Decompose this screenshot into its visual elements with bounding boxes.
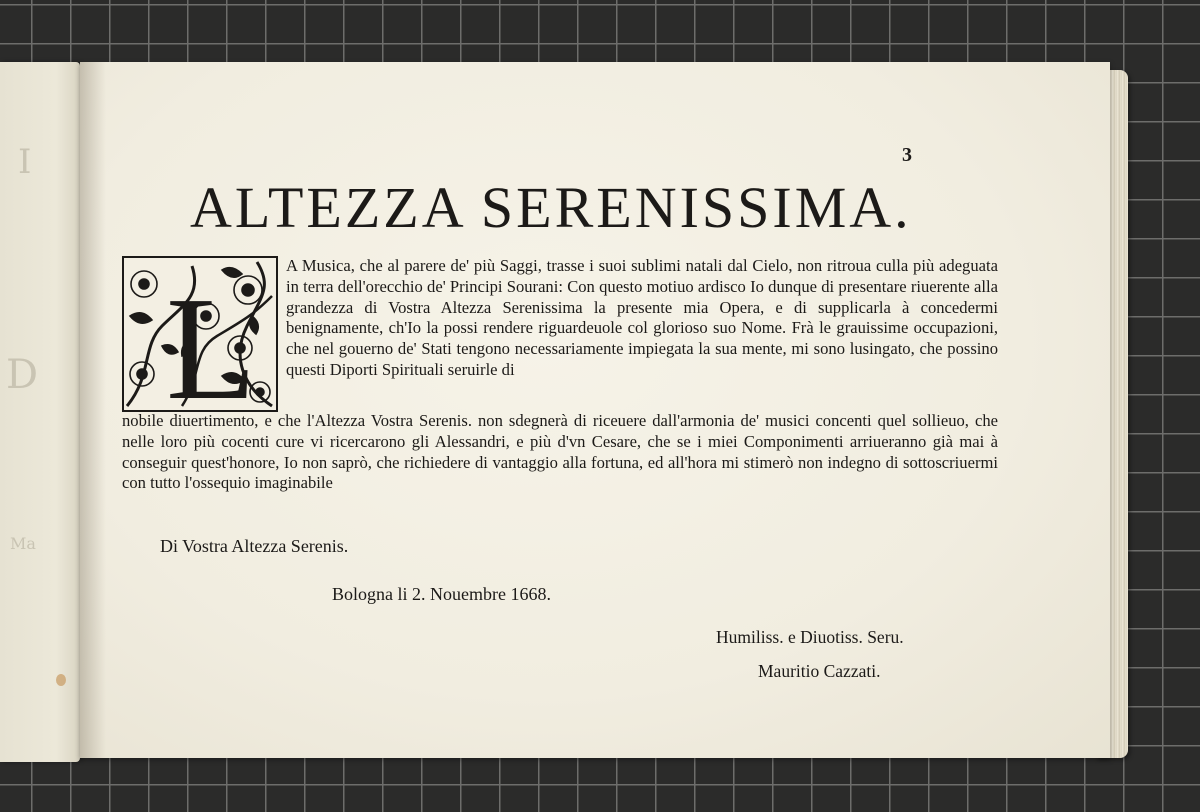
author-signature: Mauritio Cazzati. — [758, 661, 881, 681]
previous-page-edge: I D Ma — [0, 62, 80, 762]
closing-formula: Humiliss. e Diuotiss. Seru. — [716, 627, 904, 647]
place-and-date: Bologna li 2. Nouembre 1668. — [332, 584, 551, 604]
dedication-page — [80, 62, 1110, 758]
svg-text:L: L — [166, 267, 257, 412]
page-number: 3 — [902, 144, 912, 166]
decorated-initial-l — [122, 256, 278, 412]
salutation: Di Vostra Altezza Serenis. — [160, 536, 349, 556]
page-gutter-shadow — [80, 62, 106, 758]
page-title: ALTEZZA SERENISSIMA. — [190, 175, 912, 240]
dedication-text-first: A Musica, che al parere de' più Saggi, trasse i suoi sublimi natali dal Cielo, non ritroua culla più adeguata in terra dell'orecchio de' Principi Sourani: Con questo motiuo ardisco Io dunque di presentare riuerente alla grandezza di Vostra Altezza Serenissima la presente mia Opera, e di supplicarla à concedermi benignamente, ch'Io la possi rendere riguardeuole col glorioso suo Nome. Frà le grauissime occupazioni, che nel gouerno de' Stati tengono necessariamente impiegata la sua mente, mi sono lusingato, che possino questi Diporti Spirituali seruirle di — [286, 256, 998, 379]
dedication-text-continued: nobile diuertimento, e che l'Altezza Vostra Serenis. non sdegnerà di riceuere dall'armonia de' musici concenti quel sollieuo, che nelle loro più cocenti cure vi ricercarono gli Alessandri, e più d'vn Cesare, che se i miei Componimenti arriueranno già mai à conseguir quest'honore, Io non saprò, che richiedere di vantaggio alla fortuna, ed all'hora mi stimerò non indegno di sottoscriuermi con tutto l'ossequio imaginabile — [122, 411, 998, 493]
